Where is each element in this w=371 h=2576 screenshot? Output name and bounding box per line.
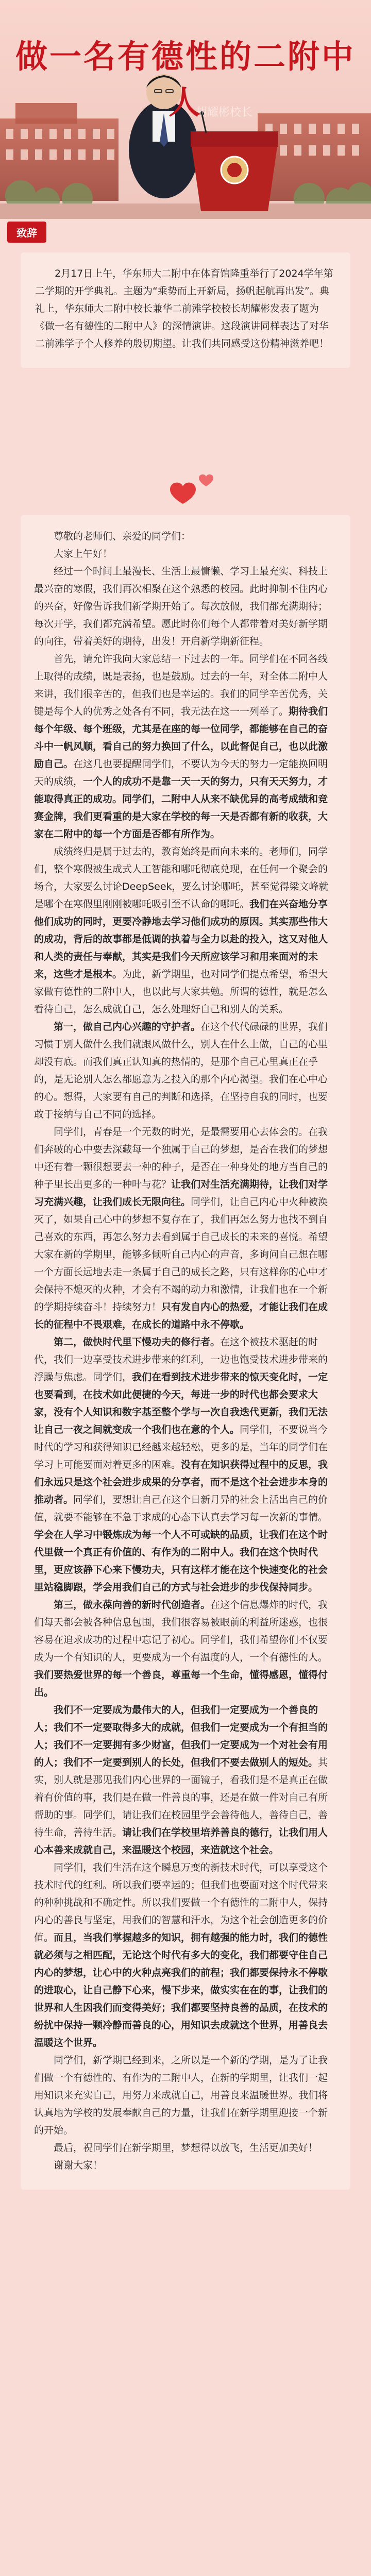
- greeting-tag: 致辞: [7, 222, 46, 243]
- speech-paragraph: 同学们，新学期已经到来，之所以是一个新的学期，是为了让我们做一个有德性的、有作为的二附中人，在新的学期里，让我们一起用知识来充实自己，用努力来成就自己，用善良来温暖世界。我们将认真地为学校的发展奉献自己的力量，让我们在新学期里迎接一个新的开始。: [34, 2055, 328, 2136]
- speech-paragraph: 第一，做自己内心兴趣的守护者。在这个代代碌碌的世界，我们习惯于别人做什么我们就跟风做什么，别人在什么上做，自己的心里却没有底。而我们真正认知真的热情的，是那个自己心里真正在乎的，是无论别人怎么都愿意为之投入的那个内心渴望。我们在心中心的心。想得，大家要有自己的判断和选择，在坚持自我的同时，也要敢于接纳与自己不同的选择。: [34, 1021, 328, 1120]
- speech-paragraph: 我们不一定要成为最伟大的人，但我们一定要成为一个善良的人；我们不一定要取得多大的成就，但我们一定要成为一个有担当的人；我们不一定要拥有多少财富，但我们一定要成为一个对社会有用的人；我们不一定要到别人的长处，但我们不要去做别人的短处。其实，别人就是那见我们内心世界的一面镜子，看我们是不是真正在做着有价值的事，我们是在做一件善良的事，还是在做一件对自己有所帮助的事。同学们，请让我们在校园里学会善待他人，善待自己，善待生命，善待生活。请让我们在学校里培养善良的德行，让我们用人心本善来成就自己，来温暖这个校园，来造就这个社会。: [34, 1704, 328, 1856]
- speech-paragraph: 最后，祝同学们在新学期里，梦想得以放飞，生活更加美好！: [54, 2142, 318, 2154]
- intro-paragraph: 2月17日上午，华东师大二附中在体育馆隆重举行了2024学年第二学期的开学典礼。主题为“乘势而上开新局，扬帆起航再出发”。典礼上，华东师大二附中校长兼华二前滩学校校长胡耀彬发表了题为《做一名有德性的二附中人》的深情演讲。这段演讲同样表达了对华二前滩学子个人修养的殷切期望。让我们共同感受这份精神滋养吧！: [21, 252, 350, 368]
- speaker-overlay-text: 胡耀彬校长: [196, 106, 253, 119]
- speech-paragraph: 同学们，我们生活在这个瞬息万变的新技术时代，可以享受这个技术时代的红利。所以我们要幸运的；但我们也要面对这个时代带来的种种挑战和不确定性。所以我们要做一个有德性的二附中人，保持内心的善良与坚定，用我们的智慧和汗水，为这个社会创造更多的价值。而且，当我们掌握越多的知识，拥有越强的能力时，我们的德性就必须与之相匹配，无论这个时代有多大的变化，我们都要守住自己内心的梦想，让心中的火种点亮我们的前程；我们都要保持永不停歇的进取心，让自己静下心来，慢下步来，做实实在在的事，让我们的世界和人生因我们而变得美好；我们都要坚持良善的品质，在技术的纷扰中保持一颗冷静而善良的心，用知识去成就这个世界，用善良去温暖这个世界。: [34, 1862, 328, 2048]
- speech-paragraph: 第三，做永葆向善的新时代创造者。在这个信息爆炸的时代，我们每天都会被各种信息包围，我们很容易被眼前的利益所迷惑，也很容易在追求成功的过程中忘记了初心。同学们，我们希望你们不仅要成为一个有知识的人，更要成为一个有温度的人，一个有德性的人。我们要热爱世界的每一个善良，尊重每一个生命，懂得感恩，懂得付出。: [34, 1599, 328, 1698]
- speech-paragraph: 经过一个时间上最漫长、生活上最慵懒、学习上最充实、科技上最兴奋的寒假，我们再次相聚在这个熟悉的校园。此时抑制不住内心的兴奋，好像告诉我们新学期开始了。每次放假，我们都充满期待；每次开学，我们都充满希望。愿此时你们每个人都带着对美好新学期的向往，带着美好的期待，出发！开启新学期新征程。: [34, 566, 328, 647]
- speech-paragraph: 同学们，青春是一个无数的时光，是最需要用心去体会的。在我们奔破的心中要去深藏每一个独属于自己的梦想，是否在我们的梦想中还有着一颗很想要去一种的种子，是否在一种身处的地方当自己的种子里长出更多的一种叶与花？让我们对生活充满期待，让我们对学习充满兴趣，让我们成长无限向往。同学们，让自己内心中火种被涣灭了，如果自己心中的梦想不复存在了，我们再怎么努力也找不到自己喜欢的东西，再怎么努力去看到属于自己成长的未来的喜悦。希望大家在新的学期里，能够多倾听自己内心的声音，多询问自己想在哪一个方面长远地去走一条属于自己的成长之路，只有这样你的心中才会保持不熄灭的火种，才会有不竭的动力和激情，让我们也在一个新的学期持续奋斗！持续努力！只有发自内心的热爱，才能让我们在成长的征程中不畏艰难，在成长的道路中永不停歇。: [34, 1126, 328, 1330]
- heart-icon: [199, 474, 213, 486]
- speech-salutation: 尊敬的老师们、亲爱的同学们：: [54, 531, 191, 542]
- hearts-decoration: [0, 453, 371, 515]
- speech-paragraph: 第二，做快时代里下慢功夫的修行者。在这个被技术驱赶的时代，我们一边享受技术进步带来的红利，一边也饱受技术进步带来的浮躁与焦虑。同学们，我们在看到技术进步带来的惊天变化时，一定也要看到，在技术如此便捷的今天，每进一步的时代也都会要求大家，没有个人知识和数字基至整个学与一次自我迭代更新，我们无法让自己一夜之间就变成一个我们也在意的个人。同学们，不要说当今时代的学习和获得知识已经越来越轻松，更多的是，当年的同学们在学习上可能要面对着更多的困难。没有在知识获得过程中的反思，我们永远只是这个社会进步成果的分享者，而不是这个社会进步本身的推动者。同学们，要想让自己在这个日新月异的社会上活出自己的价值，就要不能够在不急于求成的心态下认真去学习每一次新的事情。学会在人学习中锻炼成为每一个人不可或缺的品质，让我们在这个时代里做一个真正有价值的、有作为的二附中人。我们在这个快时代里，更应该静下心来下慢功夫，只有这样才能在这个快速变化的社会里站稳脚跟，学会用我们自己的方式与社会进步的步伐保持同步。: [34, 1336, 328, 1593]
- section-heading: 第一，做自己内心兴趣的守护者。: [54, 1021, 201, 1032]
- section-heading: 第二，做快时代里下慢功夫的修行者。: [54, 1336, 221, 1348]
- speech-body: [21, 515, 350, 2190]
- hero-banner: [0, 0, 371, 219]
- heart-icon: [170, 483, 196, 504]
- speech-paragraph: 首先，请允许我向大家总结一下过去的一年。同学们在不同各线上取得的成绩，既是表扬，也是鼓励。过去的一年，对全体二附中人来讲，我们很辛苦的，但我们也是幸运的。我们的同学辛苦优秀，关键是每个人的优秀之处各有不同，我无法在这一一列举了。期待我们每个年级、每个班级，尤其是在座的每一位同学，都能够在自己的奋斗中一帆风顺，看自己的努力换回了什么，以此督促自己，也以此激励自己。在这几也要提醒同学们，不要认为今天的努力一定能换回明天的成绩，一个人的成功不是靠一天一天的努力，只有天天努力，才能取得真正的成功。同学们，二附中人从来不缺优异的高考成绩和竞赛金牌，我们更看重的是大家在学校的每一天是否都有新的收获，大家在二附中的每一个方面是否都有所作为。: [34, 653, 328, 840]
- speech-greeting: 大家上午好！: [54, 548, 113, 560]
- speech-closing: 谢谢大家！: [54, 2160, 103, 2171]
- section-heading: 第三，做永葆向善的新时代创造者。: [54, 1599, 211, 1611]
- hero-title: 做一名有德性的二附中人: [15, 38, 356, 121]
- speech-paragraph: 成绩终归是属于过去的，教育始终是面向未来的。老师们，同学们，整个寒假被生成式人工智能和哪吒彻底兑现，在任何一个聚会的场合，大家要么讨论DeepSeek，要么讨论哪吒，甚至觉得梁文峰就是哪个在寒假里刚刚被哪吒吸引至不认命的哪吒。我们在兴奋地分享他们成功的同时，更要冷静地去学习他们成功的原因。其实那些伟大的成功，背后的故事都是低调的执着与全力以赴的投入，这又对他人和人类的责任与奉献，其实是我们今天所应该学习和用来面对的未来，这些才是根本。为此，新学期里，也对同学们提点希望，希望大家做有德性的二附中人，也以此与大家共勉。所谓的德性，就是怎么看待自己，怎么成就自己，怎么处理好自己和别人的关系。: [34, 846, 329, 1015]
